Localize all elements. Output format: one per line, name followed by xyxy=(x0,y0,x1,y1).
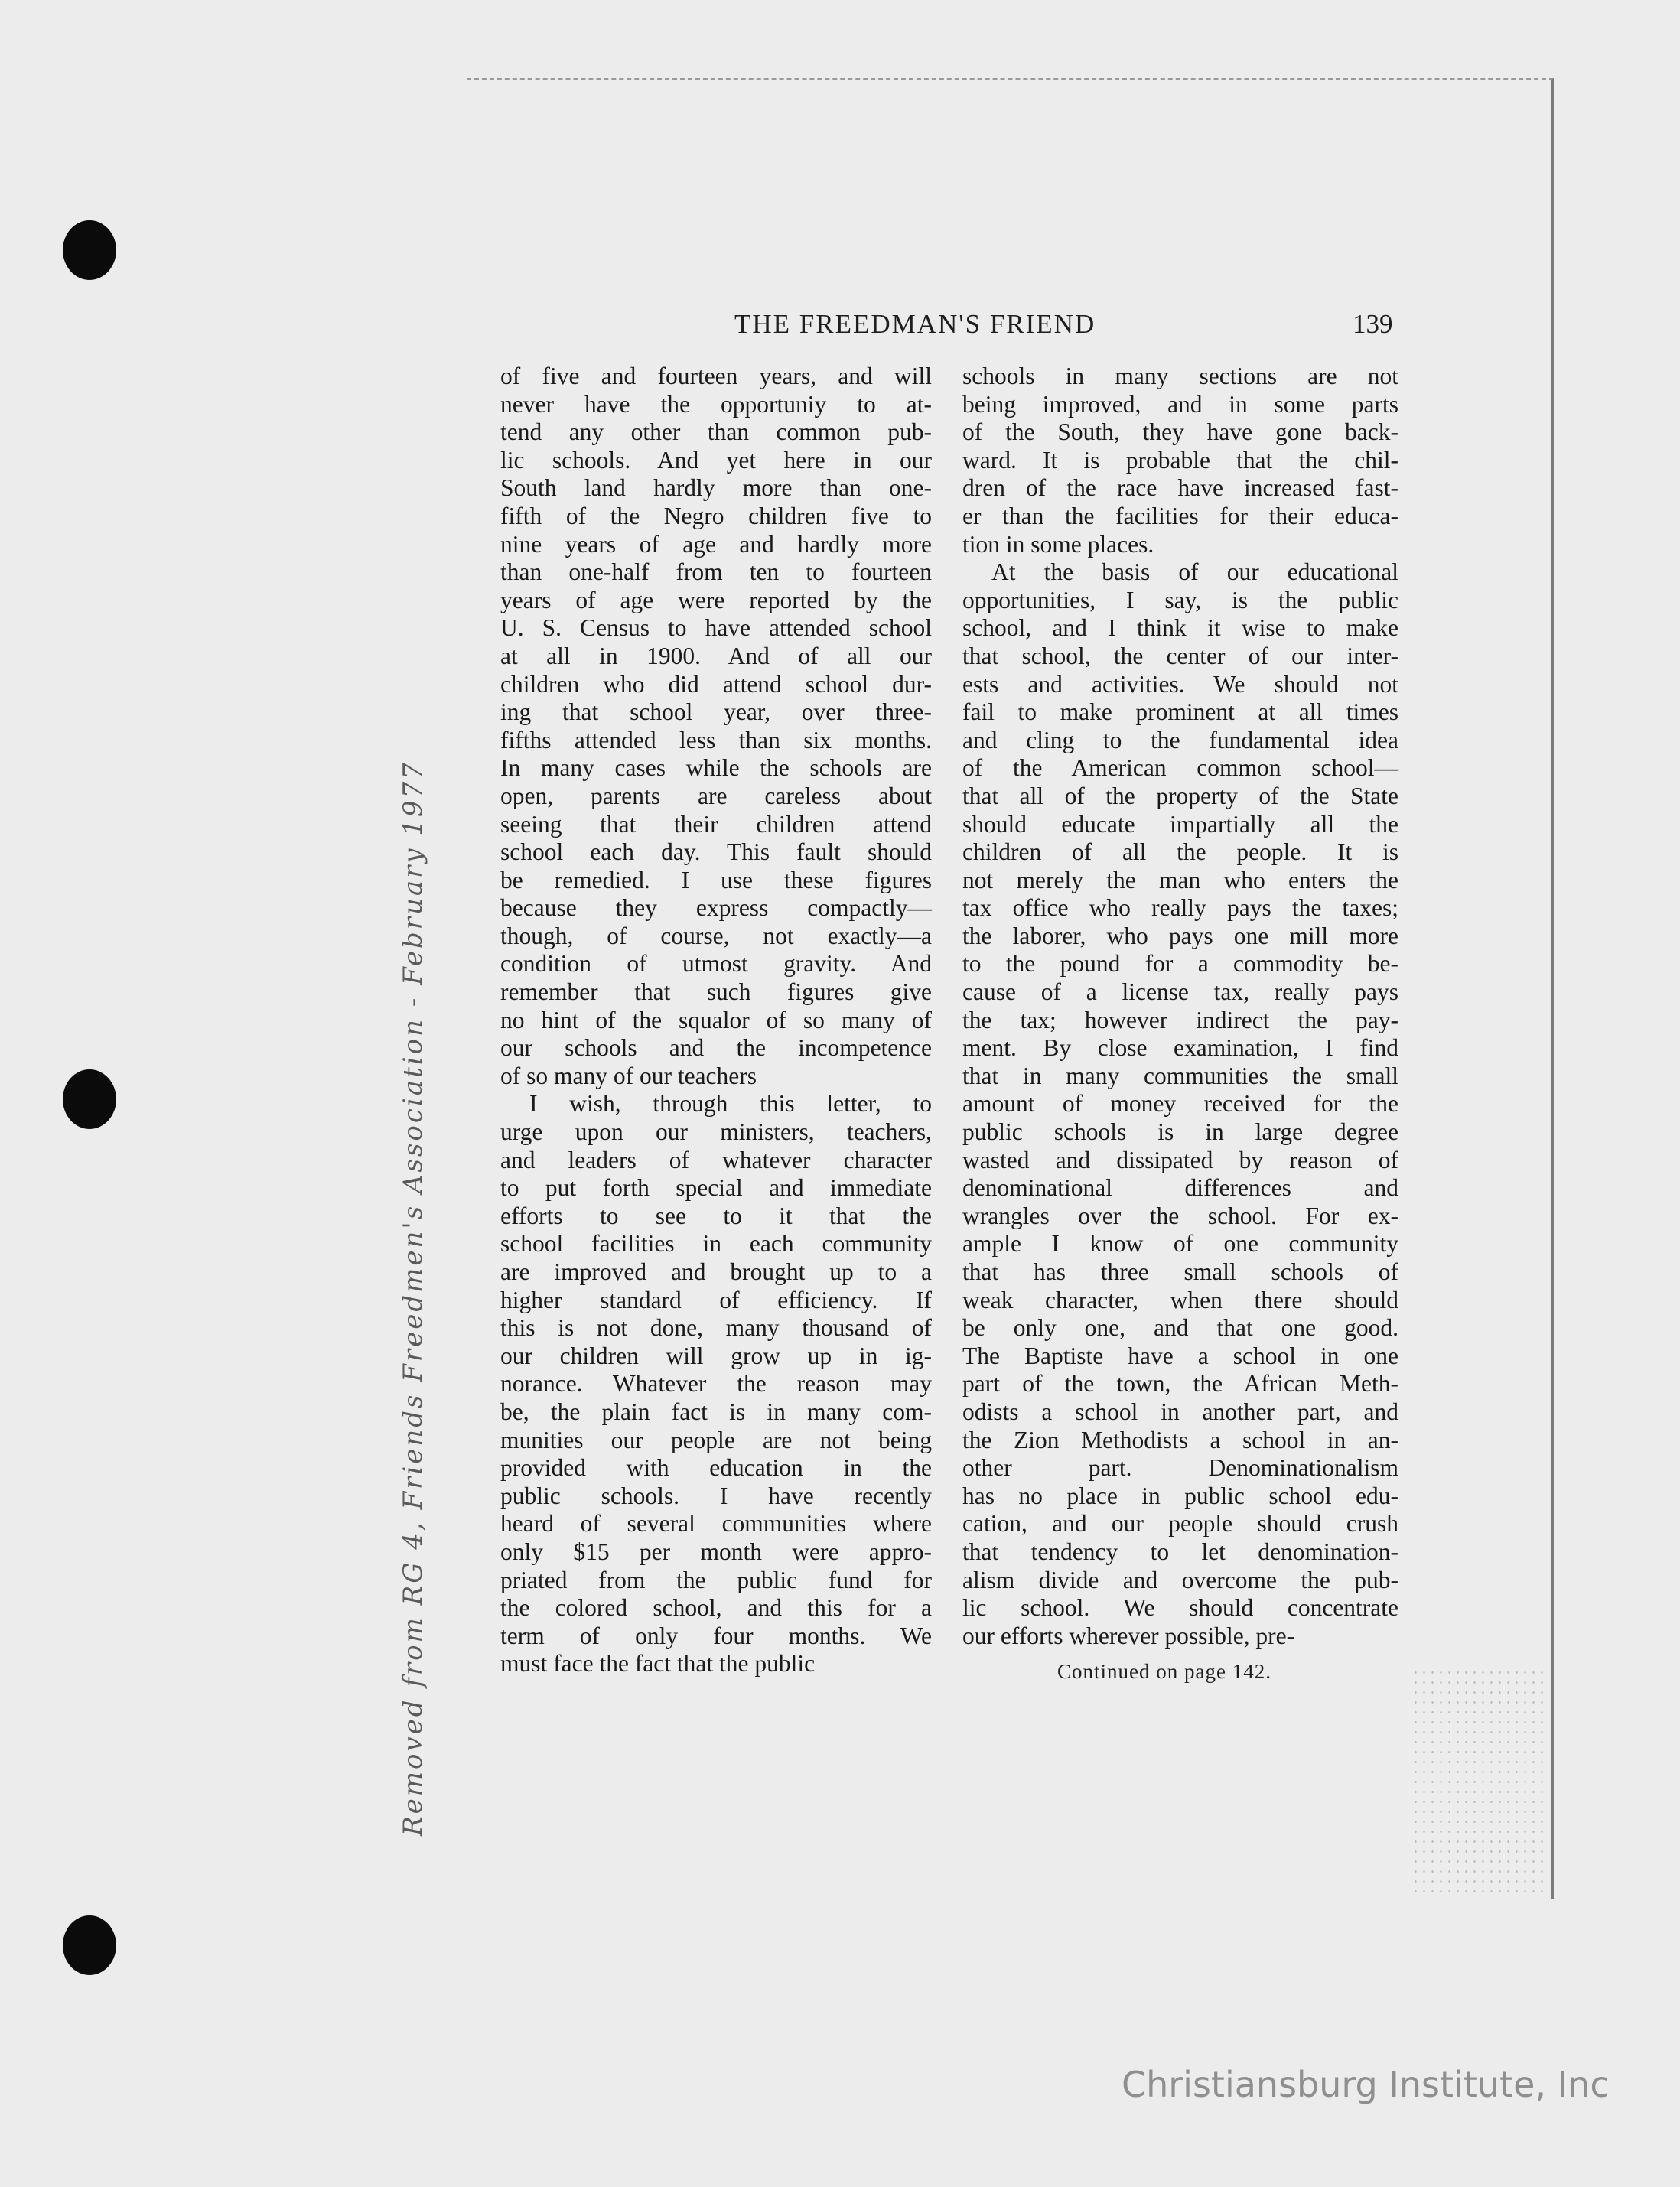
text-line: nine years of age and hardly more xyxy=(500,530,932,558)
text-line: ing that school year, over three- xyxy=(500,698,932,726)
text-line: of the American common school— xyxy=(962,754,1398,782)
text-line: schools in many sections are not xyxy=(962,363,1398,389)
text-line: be remedied. I use these figures xyxy=(500,866,932,893)
text-line: opportunities, I say, is the public xyxy=(962,586,1398,613)
text-line: that all of the property of the State xyxy=(962,782,1398,809)
text-line: lic schools. And yet here in our xyxy=(500,446,932,474)
text-line: that tendency to let denomination- xyxy=(962,1538,1398,1565)
text-line: ward. It is probable that the chil- xyxy=(962,446,1398,474)
text-line: condition of utmost gravity. And xyxy=(500,950,932,978)
text-line: fifth of the Negro children five to xyxy=(500,502,932,529)
text-line: norance. Whatever the reason may xyxy=(500,1370,932,1398)
text-line: of the South, they have gone back- xyxy=(962,418,1398,446)
binder-hole xyxy=(63,1915,116,1975)
text-line: wrangles over the school. For ex- xyxy=(962,1202,1398,1229)
text-line: In many cases while the schools are xyxy=(500,754,932,782)
text-line: of five and fourteen years, and will xyxy=(500,363,932,389)
text-line: that has three small schools of xyxy=(962,1258,1398,1285)
text-line: should educate impartially all the xyxy=(962,810,1398,838)
text-line: denominational differences and xyxy=(962,1174,1398,1202)
text-line: cause of a license tax, really pays xyxy=(962,978,1398,1006)
running-head: THE FREEDMAN'S FRIEND xyxy=(734,309,1096,339)
text-line: priated from the public fund for xyxy=(500,1566,932,1593)
text-line: cation, and our people should crush xyxy=(962,1510,1398,1538)
text-line: school, and I think it wise to make xyxy=(962,614,1398,642)
text-line: munities our people are not being xyxy=(500,1426,932,1453)
text-line: The Baptiste have a school in one xyxy=(962,1342,1398,1369)
text-line: remember that such figures give xyxy=(500,978,932,1006)
text-line: children of all the people. It is xyxy=(962,838,1398,866)
text-line: alism divide and overcome the pub- xyxy=(962,1566,1398,1593)
text-line: heard of several communities where xyxy=(500,1510,932,1538)
text-line: school each day. This fault should xyxy=(500,838,932,866)
text-line: weak character, when there should xyxy=(962,1286,1398,1313)
text-line: than one-half from ten to fourteen xyxy=(500,558,932,586)
text-line: ample I know of one community xyxy=(962,1230,1398,1258)
text-line: are improved and brought up to a xyxy=(500,1258,932,1285)
page-number: 139 xyxy=(1353,309,1393,339)
text-line: public schools is in large degree xyxy=(962,1118,1398,1146)
text-line: this is not done, many thousand of xyxy=(500,1314,932,1342)
text-line: term of only four months. We xyxy=(500,1622,932,1649)
text-line: South land hardly more than one- xyxy=(500,474,932,502)
text-line: tax office who really pays the taxes; xyxy=(962,894,1398,922)
text-line: odists a school in another part, and xyxy=(962,1398,1398,1425)
text-line: ment. By close examination, I find xyxy=(962,1034,1398,1062)
text-line: the Zion Methodists a school in an- xyxy=(962,1426,1398,1453)
text-line: fifths attended less than six months. xyxy=(500,726,932,753)
text-line: that in many communities the small xyxy=(962,1062,1398,1089)
scan-speckle xyxy=(1411,1668,1549,1897)
continued-note: Continued on page 142. xyxy=(1057,1660,1271,1683)
text-line: the laborer, who pays one mill more xyxy=(962,922,1398,949)
text-line: At the basis of our educational xyxy=(991,558,1398,586)
text-line: school facilities in each community xyxy=(500,1230,932,1258)
text-column-right xyxy=(962,363,1398,1650)
text-line: wasted and dissipated by reason of xyxy=(962,1146,1398,1173)
binder-hole xyxy=(63,220,116,280)
text-line: though, of course, not exactly—a xyxy=(500,922,932,949)
watermark: Christiansburg Institute, Inc xyxy=(1122,2064,1610,2105)
text-line: our schools and the incompetence xyxy=(500,1034,932,1062)
text-line: higher standard of efficiency. If xyxy=(500,1286,932,1313)
text-line: being improved, and in some parts xyxy=(962,390,1398,418)
text-line: ests and activities. We should not xyxy=(962,670,1398,698)
text-line: U. S. Census to have attended school xyxy=(500,614,932,642)
text-line: the tax; however indirect the pay- xyxy=(962,1006,1398,1033)
text-line: seeing that their children attend xyxy=(500,810,932,838)
text-line: our efforts wherever possible, pre- xyxy=(962,1622,1295,1649)
text-line: I wish, through this letter, to xyxy=(529,1090,932,1118)
text-line: no hint of the squalor of so many of xyxy=(500,1006,932,1033)
text-line: tion in some places. xyxy=(962,530,1154,558)
text-line: to put forth special and immediate xyxy=(500,1174,932,1202)
handwritten-archive-note: Removed from RG 4, Friends Freedmen's Association - February 1977 xyxy=(398,760,428,1836)
text-line: only $15 per month were appro- xyxy=(500,1538,932,1565)
text-line: never have the opportuniy to at- xyxy=(500,390,932,418)
text-line: has no place in public school edu- xyxy=(962,1482,1398,1509)
text-line: er than the facilities for their educa- xyxy=(962,502,1398,529)
text-line: that school, the center of our inter- xyxy=(962,642,1398,669)
text-line: be only one, and that one good. xyxy=(962,1314,1398,1342)
text-line: provided with education in the xyxy=(500,1454,932,1482)
text-line: be, the plain fact is in many com- xyxy=(500,1398,932,1425)
text-line: tend any other than common pub- xyxy=(500,418,932,446)
text-line: our children will grow up in ig- xyxy=(500,1342,932,1369)
text-line: at all in 1900. And of all our xyxy=(500,642,932,669)
text-line: of so many of our teachers xyxy=(500,1062,757,1089)
text-line: efforts to see to it that the xyxy=(500,1202,932,1229)
text-line: dren of the race have increased fast- xyxy=(962,474,1398,502)
text-line: not merely the man who enters the xyxy=(962,866,1398,893)
text-line: to the pound for a commodity be- xyxy=(962,950,1398,978)
text-line: because they express compactly— xyxy=(500,894,932,922)
text-line: and leaders of whatever character xyxy=(500,1146,932,1173)
text-line: fail to make prominent at all times xyxy=(962,698,1398,726)
text-line: must face the fact that the public xyxy=(500,1650,816,1678)
text-line: urge upon our ministers, teachers, xyxy=(500,1118,932,1146)
text-line: and cling to the fundamental idea xyxy=(962,726,1398,753)
text-line: public schools. I have recently xyxy=(500,1482,932,1509)
text-line: the colored school, and this for a xyxy=(500,1594,932,1622)
text-column-left xyxy=(500,363,932,1678)
text-line: other part. Denominationalism xyxy=(962,1454,1398,1482)
text-line: lic school. We should concentrate xyxy=(962,1594,1398,1622)
text-line: years of age were reported by the xyxy=(500,586,932,613)
text-line: children who did attend school dur- xyxy=(500,670,932,698)
text-line: open, parents are careless about xyxy=(500,782,932,809)
text-line: part of the town, the African Meth- xyxy=(962,1370,1398,1398)
binder-hole xyxy=(63,1069,116,1129)
text-line: amount of money received for the xyxy=(962,1090,1398,1118)
